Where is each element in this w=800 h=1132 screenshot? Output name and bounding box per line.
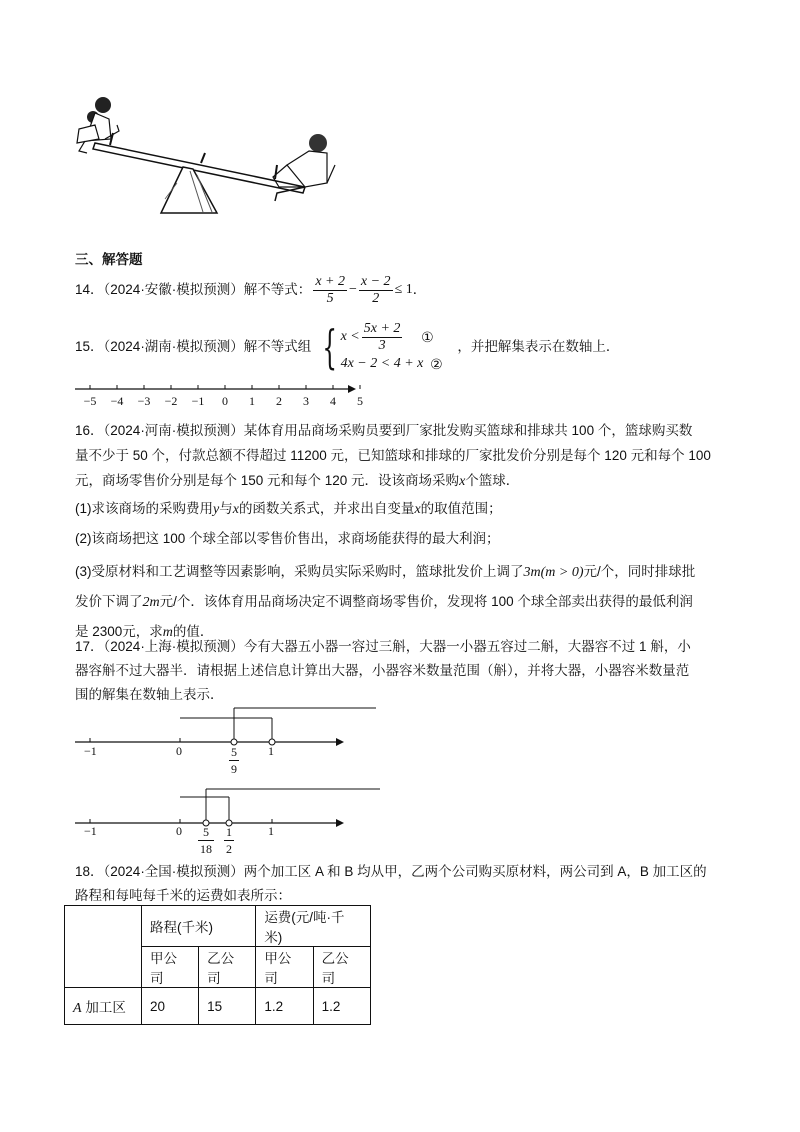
q18-header-cost: 运费(元/吨·千米)	[256, 906, 371, 947]
q15-source: ．（2024·湖南·模拟预测）解不等式组	[90, 339, 312, 354]
q16-part3-m3: m	[162, 625, 173, 640]
q17-axis1-frac-den: 9	[231, 762, 237, 776]
q17-axis2-frac1-num: 5	[198, 824, 214, 841]
q16-part1-d: 的取值范围；	[420, 501, 502, 516]
question-18	[75, 860, 707, 908]
q14-source: ．（2024·安徽·模拟预测）解不等式：	[90, 282, 312, 297]
q16-part3-a: (3)受原材料和工艺调整等因素影响，采购员实际采购时，篮球批发价上调了	[75, 564, 524, 579]
q18-table	[64, 905, 371, 1025]
q17-axis2-frac2-num: 1	[226, 825, 232, 839]
q14-end: ．	[412, 282, 427, 297]
q16-part3-f: 的值．	[172, 624, 214, 639]
q18-row-a-text: 加工区	[81, 999, 126, 1015]
question-16	[75, 418, 711, 645]
q18-line-1: ．（2024·全国·模拟预测）两个加工区 A 和 B 均从甲，乙两个公司购买原材料，两公司到 A，B 加工区的	[90, 864, 707, 879]
q15-tick-label: −3	[137, 394, 151, 408]
q17-axis2-label-0: 0	[176, 824, 182, 838]
q17-axis1-label-1: 1	[268, 744, 274, 758]
q15-ineq1-lhs: x <	[340, 329, 360, 344]
q16-line-2: 量不少于 50 个，付款总额不得超过 11200 元，已知篮球和排球的厂家批发价分别是每个 120 元和每个 100	[75, 448, 711, 463]
q17-line-3: 围的解集在数轴上表示．	[75, 687, 224, 702]
q16-part2: (2)该商场把这 100 个球全部以零售价售出，求商场能获得的最大利润；	[75, 531, 500, 546]
q16-part3-e: 是 2300元，求	[75, 624, 163, 639]
q15-ineq1-fraction	[362, 321, 403, 354]
q16-line-3-var: x	[459, 474, 466, 489]
q18-sub-yi-2: 乙公司	[313, 947, 370, 988]
q15-number: 15	[75, 339, 91, 354]
q17-axis2-fraction-1	[198, 824, 214, 857]
q15-tick-label: 0	[222, 394, 228, 408]
q17-axis1-frac-num: 5	[231, 745, 237, 759]
question-17	[75, 635, 691, 707]
q14-fraction-2	[359, 274, 393, 307]
q15-tick-label: −5	[83, 394, 97, 408]
q16-part1-x: x	[232, 502, 239, 517]
question-14: 14 ．（2024·安徽·模拟预测）解不等式： $\frac{x + 2}{5}$ − $\frac{x - 2}{2}$ ≤ 1 ．	[75, 273, 427, 306]
q15-ineq1-numerator: 5x + 2	[363, 320, 401, 336]
q16-line-3-end: 个篮球．	[465, 473, 520, 488]
q15-tick-label: 5	[357, 394, 363, 408]
q16-part3-cond: (m > 0)	[540, 565, 584, 580]
q18-line-2: 路程和每吨每千米的运费如表所示：	[75, 888, 291, 903]
q16-part3-b: 元/个，同时排球批	[583, 564, 696, 579]
q18-row-a-var: A	[73, 1000, 82, 1016]
q16-number: 16	[75, 423, 91, 438]
q14-fraction-1	[313, 274, 347, 307]
q17-axis1-label-neg1: −1	[84, 744, 97, 758]
q18-row-a-cell-4: 1.2	[313, 988, 370, 1025]
q14-f2-numerator: x − 2	[360, 273, 391, 289]
q17-axis2-frac1-den: 18	[200, 842, 212, 856]
q16-part3-c: 发价下调了	[75, 594, 143, 609]
seesaw-illustration	[65, 95, 355, 225]
q18-table-corner	[65, 906, 142, 988]
q18-number: 18	[75, 864, 91, 879]
q15-ineq2: 4x − 2 < 4 + x	[340, 355, 424, 371]
q17-axis2-label-1: 1	[268, 824, 274, 838]
q15-tick-label: 2	[276, 394, 282, 408]
q17-axis2-frac2-den: 2	[226, 842, 232, 856]
q16-part3-m1: 3m	[523, 565, 541, 580]
q15-tick-group	[90, 385, 360, 389]
q15-tick-label: 4	[330, 394, 336, 408]
q16-part1-b: 与	[219, 501, 233, 516]
q17-line-1: ．（2024·上海·模拟预测）今有大器五小器一容过三斛，大器一小器五容过二斛，大器容不过 1 斛，小	[90, 639, 691, 654]
q18-row-a-label	[65, 988, 142, 1025]
q17-axis1-label-0: 0	[176, 744, 182, 758]
q16-part1-a: (1)求该商场的采购费用	[75, 501, 213, 516]
q15-ineq1-denominator: 3	[378, 337, 386, 353]
q17-axis2-label-neg1: −1	[84, 824, 97, 838]
q16-part1-y: y	[213, 502, 220, 517]
q15-tail: ，并把解集表示在数轴上．	[457, 339, 620, 354]
q18-sub-jia-2: 甲公司	[256, 947, 313, 988]
q18-header-distance: 路程(千米)	[142, 906, 256, 947]
q18-row-a-cell-1: 20	[142, 988, 199, 1025]
q14-f1-numerator: x + 2	[315, 273, 345, 289]
q15-tag-1: ①	[421, 329, 434, 345]
q17-axis2-fraction-2	[224, 824, 234, 857]
q18-sub-yi-1: 乙公司	[199, 947, 256, 988]
q16-line-3: 元，商场零售价分别是每个 150 元和每个 120 元．设该商场采购	[75, 473, 460, 488]
q16-line-1: ．（2024·河南·模拟预测）某体育用品商场采购员要到厂家批发购买篮球和排球共 100 个，篮球购买数	[90, 423, 693, 438]
q15-tick-labels	[70, 394, 370, 412]
q18-row-a-cell-2: 15	[199, 988, 256, 1025]
question-15: 15 ．（2024·湖南·模拟预测）解不等式组 { x < $\frac{5x + 2}{3}$ ① 4x − 2 < 4 + x ② ，并把解集表示在数轴上．	[75, 319, 620, 374]
q15-tick-label: −2	[164, 394, 178, 408]
q16-part3-m2: 2m	[142, 595, 160, 610]
q15-tick-label: 1	[249, 394, 255, 408]
q14-rhs: ≤ 1	[394, 282, 413, 297]
q14-f1-denominator: 5	[326, 290, 334, 306]
q16-part3-d: 元/个．该体育用品商场决定不调整商场零售价，发现将 100 个球全部卖出获得的最低利润	[159, 594, 693, 609]
q18-row-a-cell-3: 1.2	[256, 988, 313, 1025]
table-row	[65, 988, 371, 1025]
q17-line-2: 器容斛不过大器半．请根据上述信息计算出大器，小器容米数量范围（斛），并将大器，小器容米数量范	[75, 663, 690, 678]
q15-tag-2: ②	[430, 355, 443, 372]
q16-part1-x2: x	[414, 502, 421, 517]
q17-axis1-fraction	[229, 744, 239, 777]
q17-number: 17	[75, 639, 91, 654]
q16-part1-c: 的函数关系式，并求出自变量	[238, 501, 415, 516]
q14-number: 14	[75, 282, 91, 297]
section-title: 三、解答题	[75, 252, 143, 267]
q14-f2-denominator: 2	[372, 290, 380, 306]
q18-sub-jia-1: 甲公司	[142, 947, 199, 988]
q15-tick-label: −4	[110, 394, 124, 408]
q15-tick-label: −1	[191, 394, 205, 408]
q15-tick-label: 3	[303, 394, 309, 408]
